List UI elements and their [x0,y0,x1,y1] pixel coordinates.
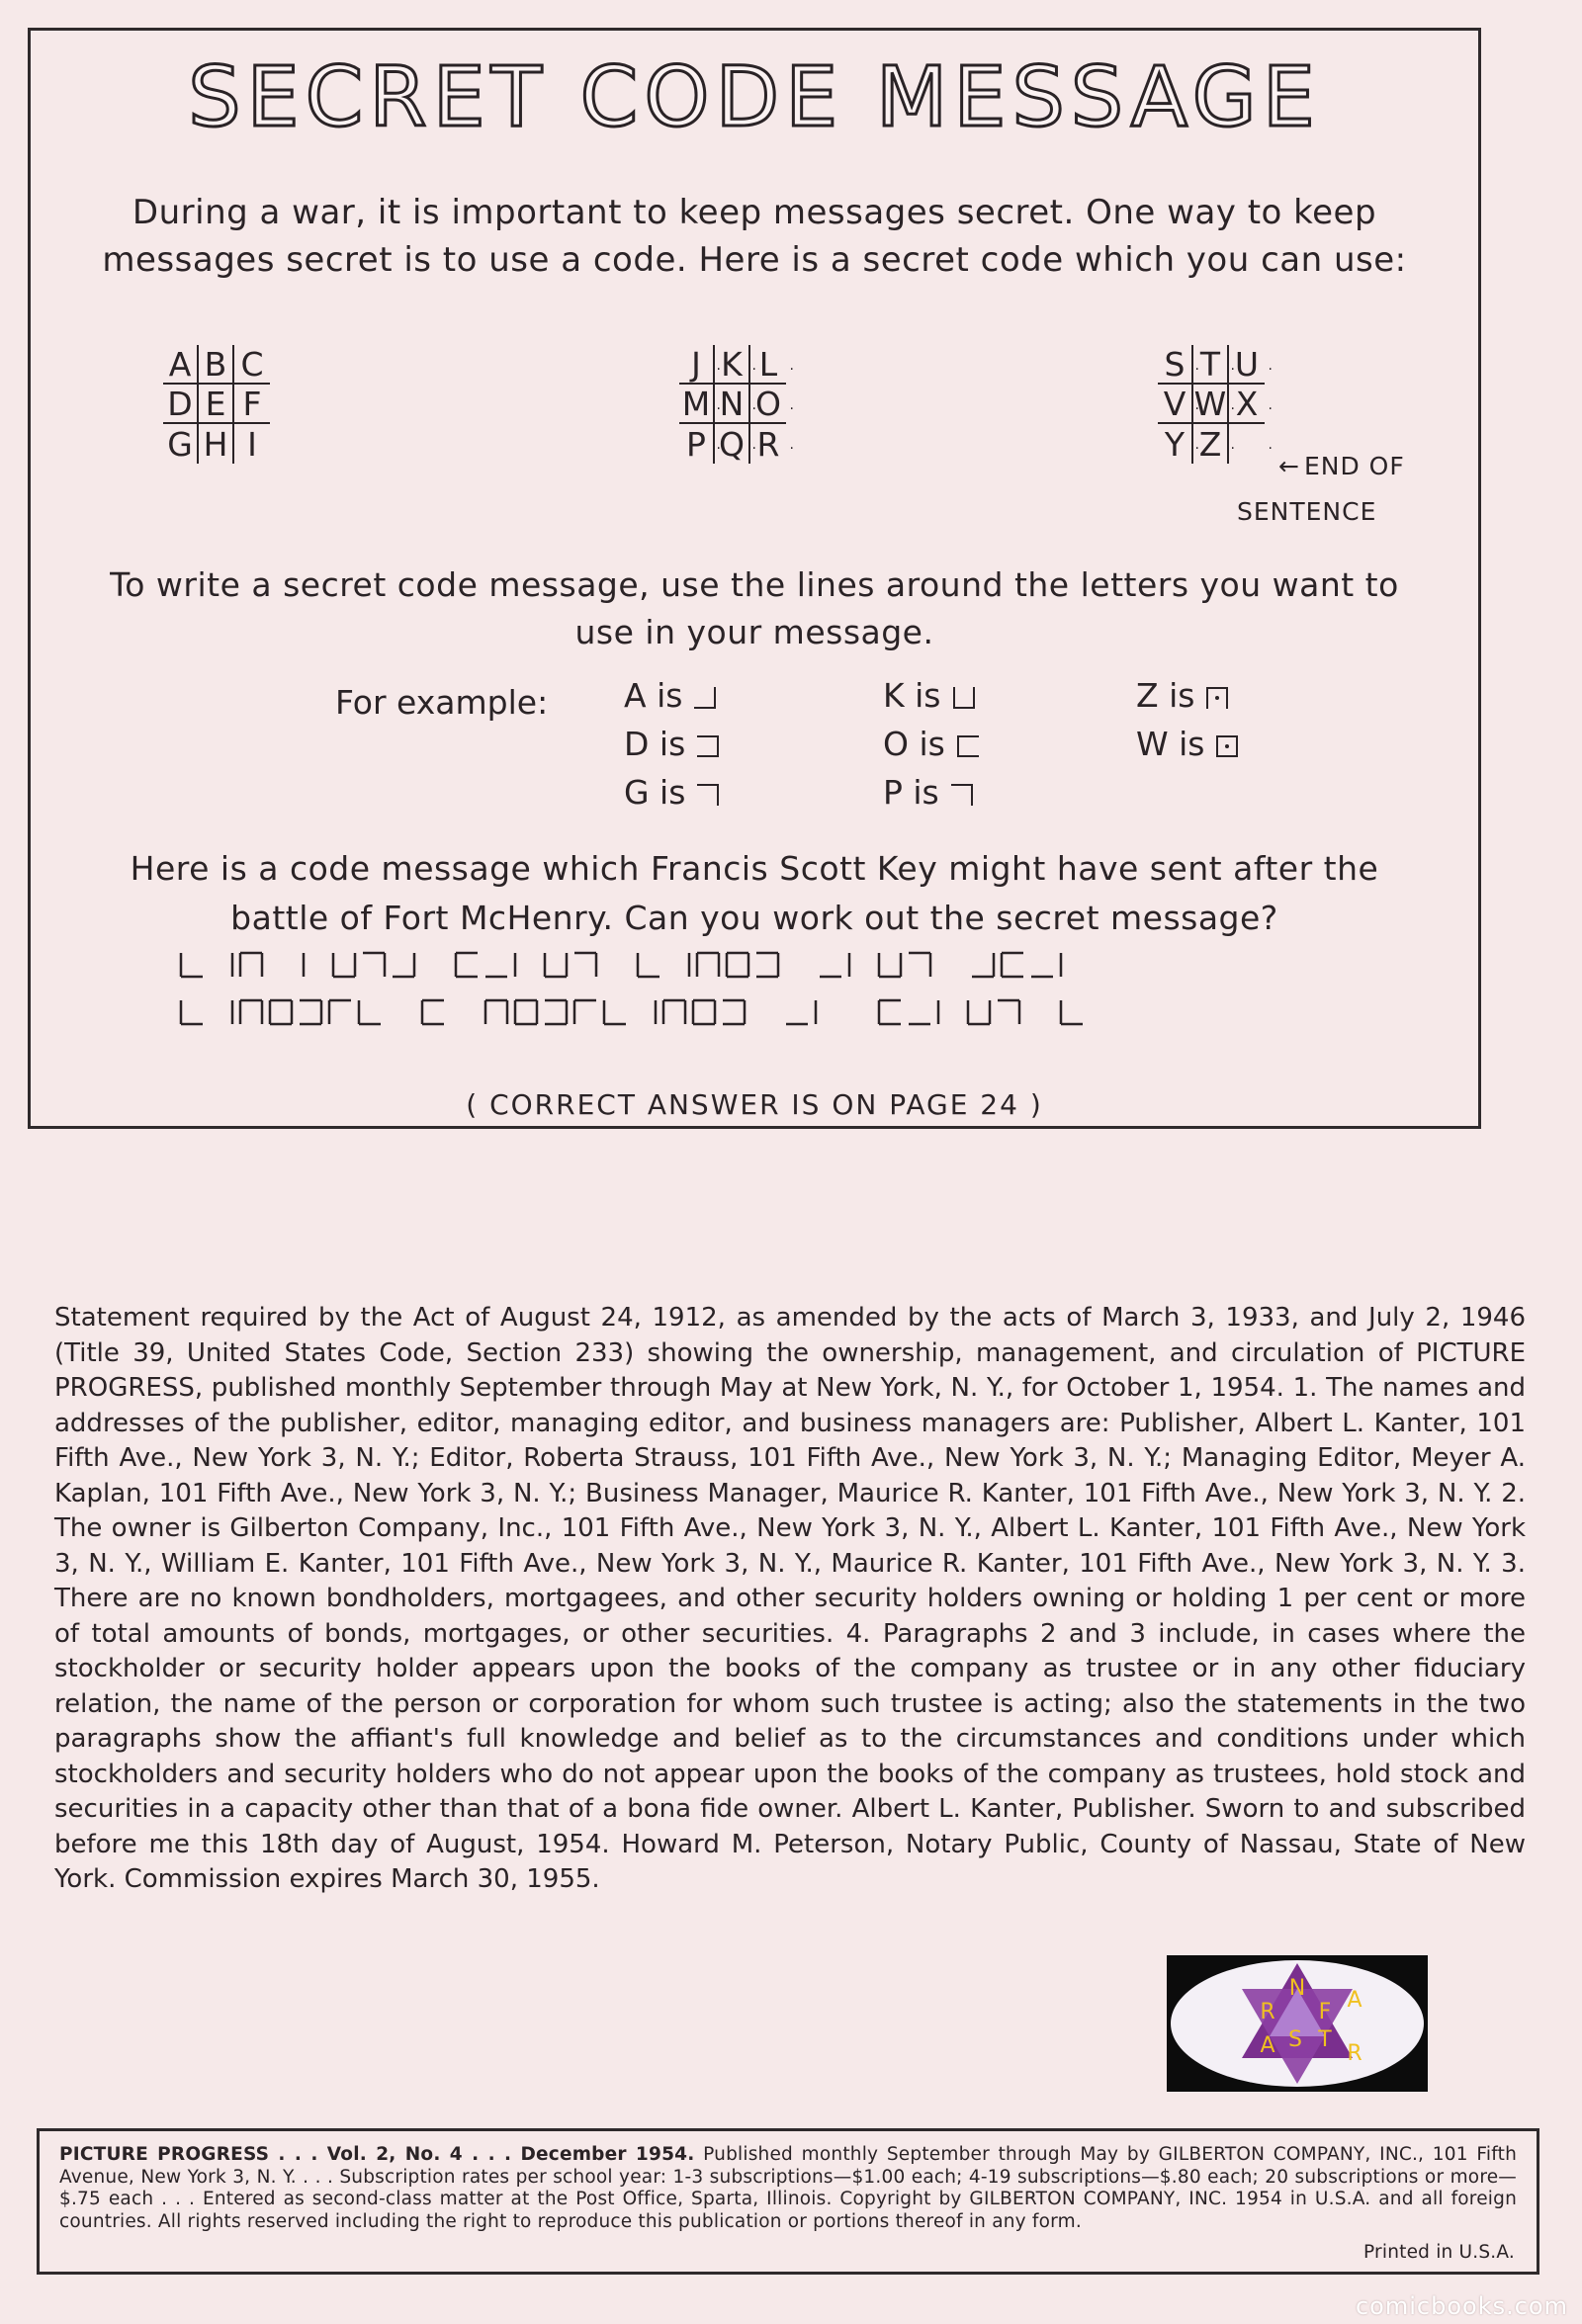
publication-footer [37,2128,1539,2275]
pigpen-symbol-icon [697,784,719,806]
grid-letter: F [234,385,270,424]
example-item [883,720,979,768]
cipher-glyph [181,953,203,977]
cipher-glyph [574,1000,596,1024]
end-of-sentence-line2: SENTENCE [1237,497,1377,526]
cipher-glyph [604,1000,626,1024]
grid-letter: Q · [715,424,750,464]
cipher-glyph [697,953,719,977]
pigpen-symbol-icon [953,687,975,709]
star-of-david-icon [1167,1955,1428,2092]
grid-letter: M · [679,385,715,424]
printed-in-usa: Printed in U.S.A. [1363,2241,1515,2263]
code-grid-abc [163,345,270,464]
grid-letter: U · [1229,345,1265,385]
cipher-glyph [240,953,262,977]
code-grid-stu [1158,345,1265,464]
grid-letter: R · [750,424,786,464]
cipher-glyph [359,1000,381,1024]
grid-letter: E [199,385,234,424]
example-column-1 [624,671,719,817]
code-message-line-1 [110,945,1399,985]
grid-letter: T · [1193,345,1229,385]
example-item [883,671,979,720]
grid-letter: W · [1193,385,1229,424]
example-item [624,671,719,720]
code-symbols-line-1 [161,945,1348,985]
example-text: D is [624,725,686,763]
cipher-glyph [240,1000,262,1024]
logo-letter: F [1318,2000,1332,2024]
pigpen-symbol-icon [1216,735,1238,757]
key-message-text: Here is a code message which Francis Scott Key might have sent after the battle of Fort McHenry. Can you work out the secret message? [130,849,1379,937]
cipher-glyph [333,953,355,977]
cipher-glyph [545,1000,567,1024]
cipher-glyph [574,953,596,977]
cipher-glyph [663,1000,685,1024]
grid-letter: N · [715,385,750,424]
logo-letter: S [1288,2027,1302,2052]
code-symbols-line-2 [161,992,1348,1032]
example-text: W is [1136,725,1205,763]
example-item [883,768,979,817]
logo-letter: R [1260,2000,1275,2024]
grid-letter [1229,424,1265,464]
arrow-left-icon: ← [1278,452,1300,480]
ownership-statement: Statement required by the Act of August 24, 1912, as amended by the acts of March 3, 1933, and July 2, 1946 (Title 39, United States Code, Section 233) showing the ownership, management, and circulation of PICTURE PROGRESS, published monthly September through May at New York, N. Y., for October 1, 1954. 1. The names and addresses of the publisher, editor, managing editor, and business managers are: Publisher, Albert L. Kanter, 101 Fifth Ave., New York 3, N. Y.; Editor, Roberta Strauss, 101 Fifth Ave., New York 3, N. Y.; Managing Editor, Meyer A. Kaplan, 101 Fifth Ave., New York 3, N. Y.; Business Manager, Maurice R. Kanter, 101 Fifth Ave., New York 3, N. Y. 2. The owner is Gilberton Company, Inc., 101 Fifth Ave., New York 3, N. Y., Albert L. Kanter, 101 Fifth Ave., New York 3, N. Y., William E. Kanter, 101 Fifth Ave., New York 3, N. Y., Maurice R. Kanter, 101 Fifth Ave., New York 3, N. Y. 3. There are no known bondholders, mortgagees, and other security holders owning or holding 1 per cent or more of total amounts of bonds, mortgages, or other securities. 4. Paragraphs 2 and 3 include, in cases where the stockholder or security holder appears upon the books of the company as trustee or in any other fiduciary relation, the name of the person or corporation for whom such trustee is acting; also the statements in the two paragraphs show the affiant's full knowledge and belief as to the circumstances and conditions under which stockholders and security holders who do not appear upon the books of the company as trustees, hold stock and securities in a capacity other than that of a bona fide owner. Albert L. Kanter, Publisher. Sworn to and subscribed before me this 18th day of August, 1954. Howard M. Peterson, Notary Public, County of Nassau, State of New York. Commission expires March 30, 1955. [54,1303,1526,1894]
cipher-glyph [756,953,778,977]
pigpen-symbol-icon [1206,687,1228,709]
cipher-glyph [879,953,901,977]
footer-title: PICTURE PROGRESS . . . Vol. 2, No. 4 . . . December 1954. [59,2144,695,2165]
watermark: comicbooks.com [1355,2292,1568,2320]
footer-text: Published monthly September through May by GILBERTON COMPANY, INC., 101 Fifth Avenue, New York 3, N. Y. . . . Subscription rates per school year: 1-3 subscriptions—$1.00 each; 4-19 subscriptions—$.80 each; 20 subscriptions or more—$.75 each . . . Entered as second-class matter at the Post Office, Sparta, Illinois. Copyright by GILBERTON COMPANY, INC. 1954 in U.S.A. and all foreign countries. All rights reserved including the right to reproduce this publication or portions thereof in any form. [59,2144,1517,2232]
example-column-2 [883,671,979,817]
grid-letter: L · [750,345,786,385]
logo-letter: A [1260,2033,1275,2058]
example-item [624,768,719,817]
grid-letter: I [247,424,257,464]
example-label: For example: [335,683,549,722]
intro-text: During a war, it is important to keep messages secret. One way to keep messages secret is to use a code. Here is a secret code which you can use: [102,193,1407,280]
cipher-glyph [485,1000,507,1024]
cipher-glyph [1061,1000,1083,1024]
logo-letter: R [1347,2041,1362,2066]
cipher-glyph [723,1000,745,1024]
code-message-line-2 [110,992,1399,1032]
cipher-glyph [727,953,748,977]
pigpen-symbol-icon [951,784,973,806]
cipher-glyph [329,1000,351,1024]
pigpen-symbol-icon [694,687,716,709]
logo-letter: T [1318,2027,1332,2052]
grid-letter: P · [679,424,715,464]
grid-letter: H [199,424,234,464]
cipher-glyph [1002,953,1023,977]
cipher-glyph [638,953,659,977]
end-of-sentence-note [1237,444,1405,535]
example-item [1136,720,1238,768]
example-text: A is [624,676,683,715]
narf-star-logo [1167,1955,1428,2092]
cipher-glyph [393,953,414,977]
page-title: SECRET CODE MESSAGE [188,48,1321,145]
grid-letter: Z · [1193,424,1229,464]
cipher-glyph [545,953,567,977]
logo-letter: A [1347,1988,1362,2013]
example-item [1136,671,1238,720]
cipher-glyph [363,953,385,977]
end-of-sentence-line1: END OF [1303,452,1405,480]
pigpen-symbol-icon [697,735,719,757]
grid-letter: S · [1158,345,1193,385]
logo-letter: N [1288,1976,1306,2001]
example-text: O is [883,725,945,763]
cipher-glyph [456,953,478,977]
cipher-glyph [693,1000,715,1024]
cipher-glyph [515,1000,537,1024]
example-column-3 [1136,671,1238,768]
cipher-glyph [909,953,930,977]
code-grid-jkl [679,345,786,464]
cipher-glyph [879,1000,901,1024]
cipher-glyph [972,953,994,977]
cipher-glyph [270,1000,292,1024]
pigpen-symbol-icon [957,735,979,757]
grid-letter: B [199,345,234,385]
grid-letter: C [234,345,270,385]
grid-letter: J · [679,345,715,385]
cipher-glyph [998,1000,1019,1024]
grid-letter: K · [715,345,750,385]
secret-code-panel [28,28,1481,1129]
grid-letter: D [163,385,199,424]
cipher-glyph [181,1000,203,1024]
howto-text: To write a secret code message, use the lines around the letters you want to use in your message. [110,565,1399,651]
grid-letter: V · [1158,385,1193,424]
example-text: G is [624,773,686,812]
example-text: Z is [1136,676,1195,715]
answer-note: ( CORRECT ANSWER IS ON PAGE 24 ) [466,1088,1043,1121]
example-item [624,720,719,768]
example-text: P is [883,773,939,812]
grid-letter: A [163,345,199,385]
grid-letter: X · [1229,385,1265,424]
grid-letter: G [163,424,199,464]
grid-letter: Y · [1158,424,1193,464]
grid-letter: O · [750,385,786,424]
cipher-glyph [968,1000,990,1024]
cipher-glyph [422,1000,444,1024]
example-text: K is [883,676,941,715]
cipher-glyph [300,1000,321,1024]
